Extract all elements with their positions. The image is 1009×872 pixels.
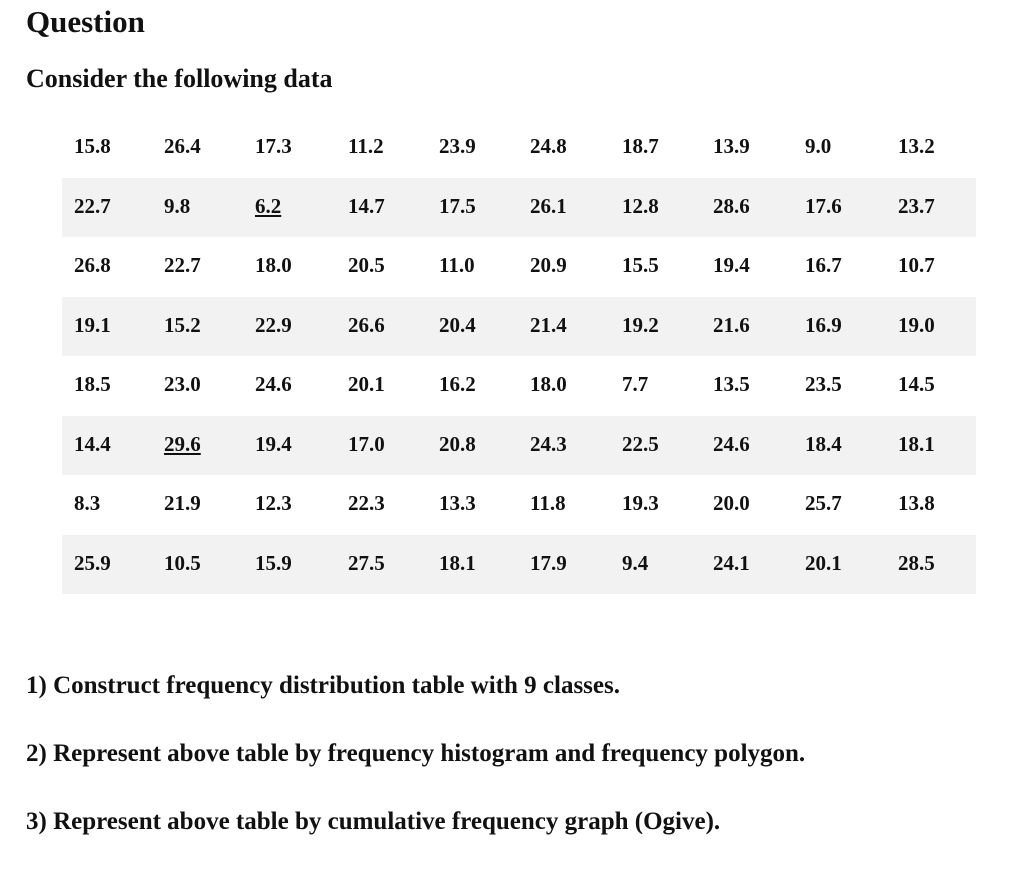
table-cell: 13.2 — [898, 134, 935, 158]
table-row — [62, 475, 976, 535]
table-cell: 10.5 — [164, 550, 201, 575]
table-cell: 9.0 — [805, 134, 832, 158]
table-cell: 15.5 — [622, 253, 659, 277]
table-cell: 19.3 — [622, 491, 659, 515]
table-cell: 21.6 — [713, 312, 750, 337]
table-cell: 23.7 — [898, 193, 935, 218]
table-cell: 9.4 — [622, 550, 649, 575]
table-cell: 22.5 — [622, 431, 659, 456]
question-heading: Question — [26, 4, 145, 39]
table-cell: 11.2 — [348, 134, 384, 158]
table-row — [62, 297, 976, 357]
question-item: 2) Represent above table by frequency histogram and frequency polygon. — [26, 740, 806, 767]
table-cell: 20.9 — [530, 253, 567, 277]
table-cell: 7.7 — [622, 372, 649, 396]
table-cell: 26.8 — [74, 253, 111, 277]
table-cell: 13.3 — [439, 491, 476, 515]
table-cell: 12.8 — [622, 193, 659, 218]
table-cell: 12.3 — [255, 491, 292, 515]
table-cell: 19.4 — [255, 431, 292, 456]
table-cell: 13.5 — [713, 372, 750, 396]
table-cell: 22.3 — [348, 491, 385, 515]
table-cell: 24.8 — [530, 134, 567, 158]
table-cell: 26.4 — [164, 134, 201, 158]
table-cell: 18.0 — [530, 372, 567, 396]
table-cell: 29.6 — [164, 431, 201, 456]
table-row — [62, 118, 976, 178]
table-cell: 23.0 — [164, 372, 201, 396]
table-cell: 23.5 — [805, 372, 842, 396]
table-cell: 10.7 — [898, 253, 935, 277]
table-cell: 11.0 — [439, 253, 475, 277]
table-cell: 22.7 — [74, 193, 111, 218]
question-list — [26, 668, 805, 872]
table-cell: 18.1 — [439, 550, 476, 575]
table-row — [62, 237, 976, 297]
table-cell: 18.7 — [622, 134, 659, 158]
table-cell: 28.5 — [898, 550, 935, 575]
table-row — [62, 178, 976, 238]
table-cell: 17.5 — [439, 193, 476, 218]
data-table — [62, 118, 976, 594]
table-cell: 8.3 — [74, 491, 101, 515]
table-cell: 19.1 — [74, 312, 111, 337]
table-cell: 28.6 — [713, 193, 750, 218]
table-cell: 14.4 — [74, 431, 111, 456]
table-cell: 20.0 — [713, 491, 750, 515]
table-cell: 18.1 — [898, 431, 935, 456]
table-cell: 19.2 — [622, 312, 659, 337]
table-cell: 19.4 — [713, 253, 750, 277]
table-cell: 14.7 — [348, 193, 385, 218]
question-item: 1) Construct frequency distribution table with 9 classes. — [26, 672, 620, 699]
table-cell: 25.9 — [74, 550, 111, 575]
table-cell: 13.8 — [898, 491, 935, 515]
table-cell: 17.9 — [530, 550, 567, 575]
table-cell: 18.0 — [255, 253, 292, 277]
table-cell: 6.2 — [255, 193, 282, 218]
table-cell: 18.4 — [805, 431, 842, 456]
table-cell: 20.1 — [348, 372, 385, 396]
table-cell: 23.9 — [439, 134, 476, 158]
table-cell: 25.7 — [805, 491, 842, 515]
table-row — [62, 535, 976, 595]
table-cell: 20.8 — [439, 431, 476, 456]
table-cell: 22.9 — [255, 312, 292, 337]
table-cell: 20.1 — [805, 550, 842, 575]
question-item: 3) Represent above table by cumulative frequency graph (Ogive). — [26, 808, 721, 835]
table-cell: 24.6 — [255, 372, 292, 396]
table-cell: 17.0 — [348, 431, 385, 456]
table-cell: 24.6 — [713, 431, 750, 456]
table-cell: 22.7 — [164, 253, 201, 277]
table-cell: 9.8 — [164, 193, 191, 218]
table-cell: 24.3 — [530, 431, 567, 456]
table-cell: 26.1 — [530, 193, 567, 218]
intro-text: Consider the following data — [26, 64, 333, 93]
table-cell: 21.4 — [530, 312, 567, 337]
table-cell: 15.8 — [74, 134, 111, 158]
table-cell: 15.2 — [164, 312, 201, 337]
table-cell: 18.5 — [74, 372, 111, 396]
table-cell: 24.1 — [713, 550, 750, 575]
table-cell: 20.5 — [348, 253, 385, 277]
table-cell: 16.7 — [805, 253, 842, 277]
table-cell: 17.6 — [805, 193, 842, 218]
table-cell: 16.2 — [439, 372, 476, 396]
table-row — [62, 416, 976, 476]
table-cell: 27.5 — [348, 550, 385, 575]
table-cell: 20.4 — [439, 312, 476, 337]
table-cell: 26.6 — [348, 312, 385, 337]
table-row — [62, 356, 976, 416]
table-cell: 11.8 — [530, 491, 566, 515]
table-cell: 14.5 — [898, 372, 935, 396]
table-cell: 13.9 — [713, 134, 750, 158]
table-cell: 17.3 — [255, 134, 292, 158]
table-cell: 15.9 — [255, 550, 292, 575]
table-cell: 16.9 — [805, 312, 842, 337]
table-cell: 21.9 — [164, 491, 201, 515]
table-cell: 19.0 — [898, 312, 935, 337]
